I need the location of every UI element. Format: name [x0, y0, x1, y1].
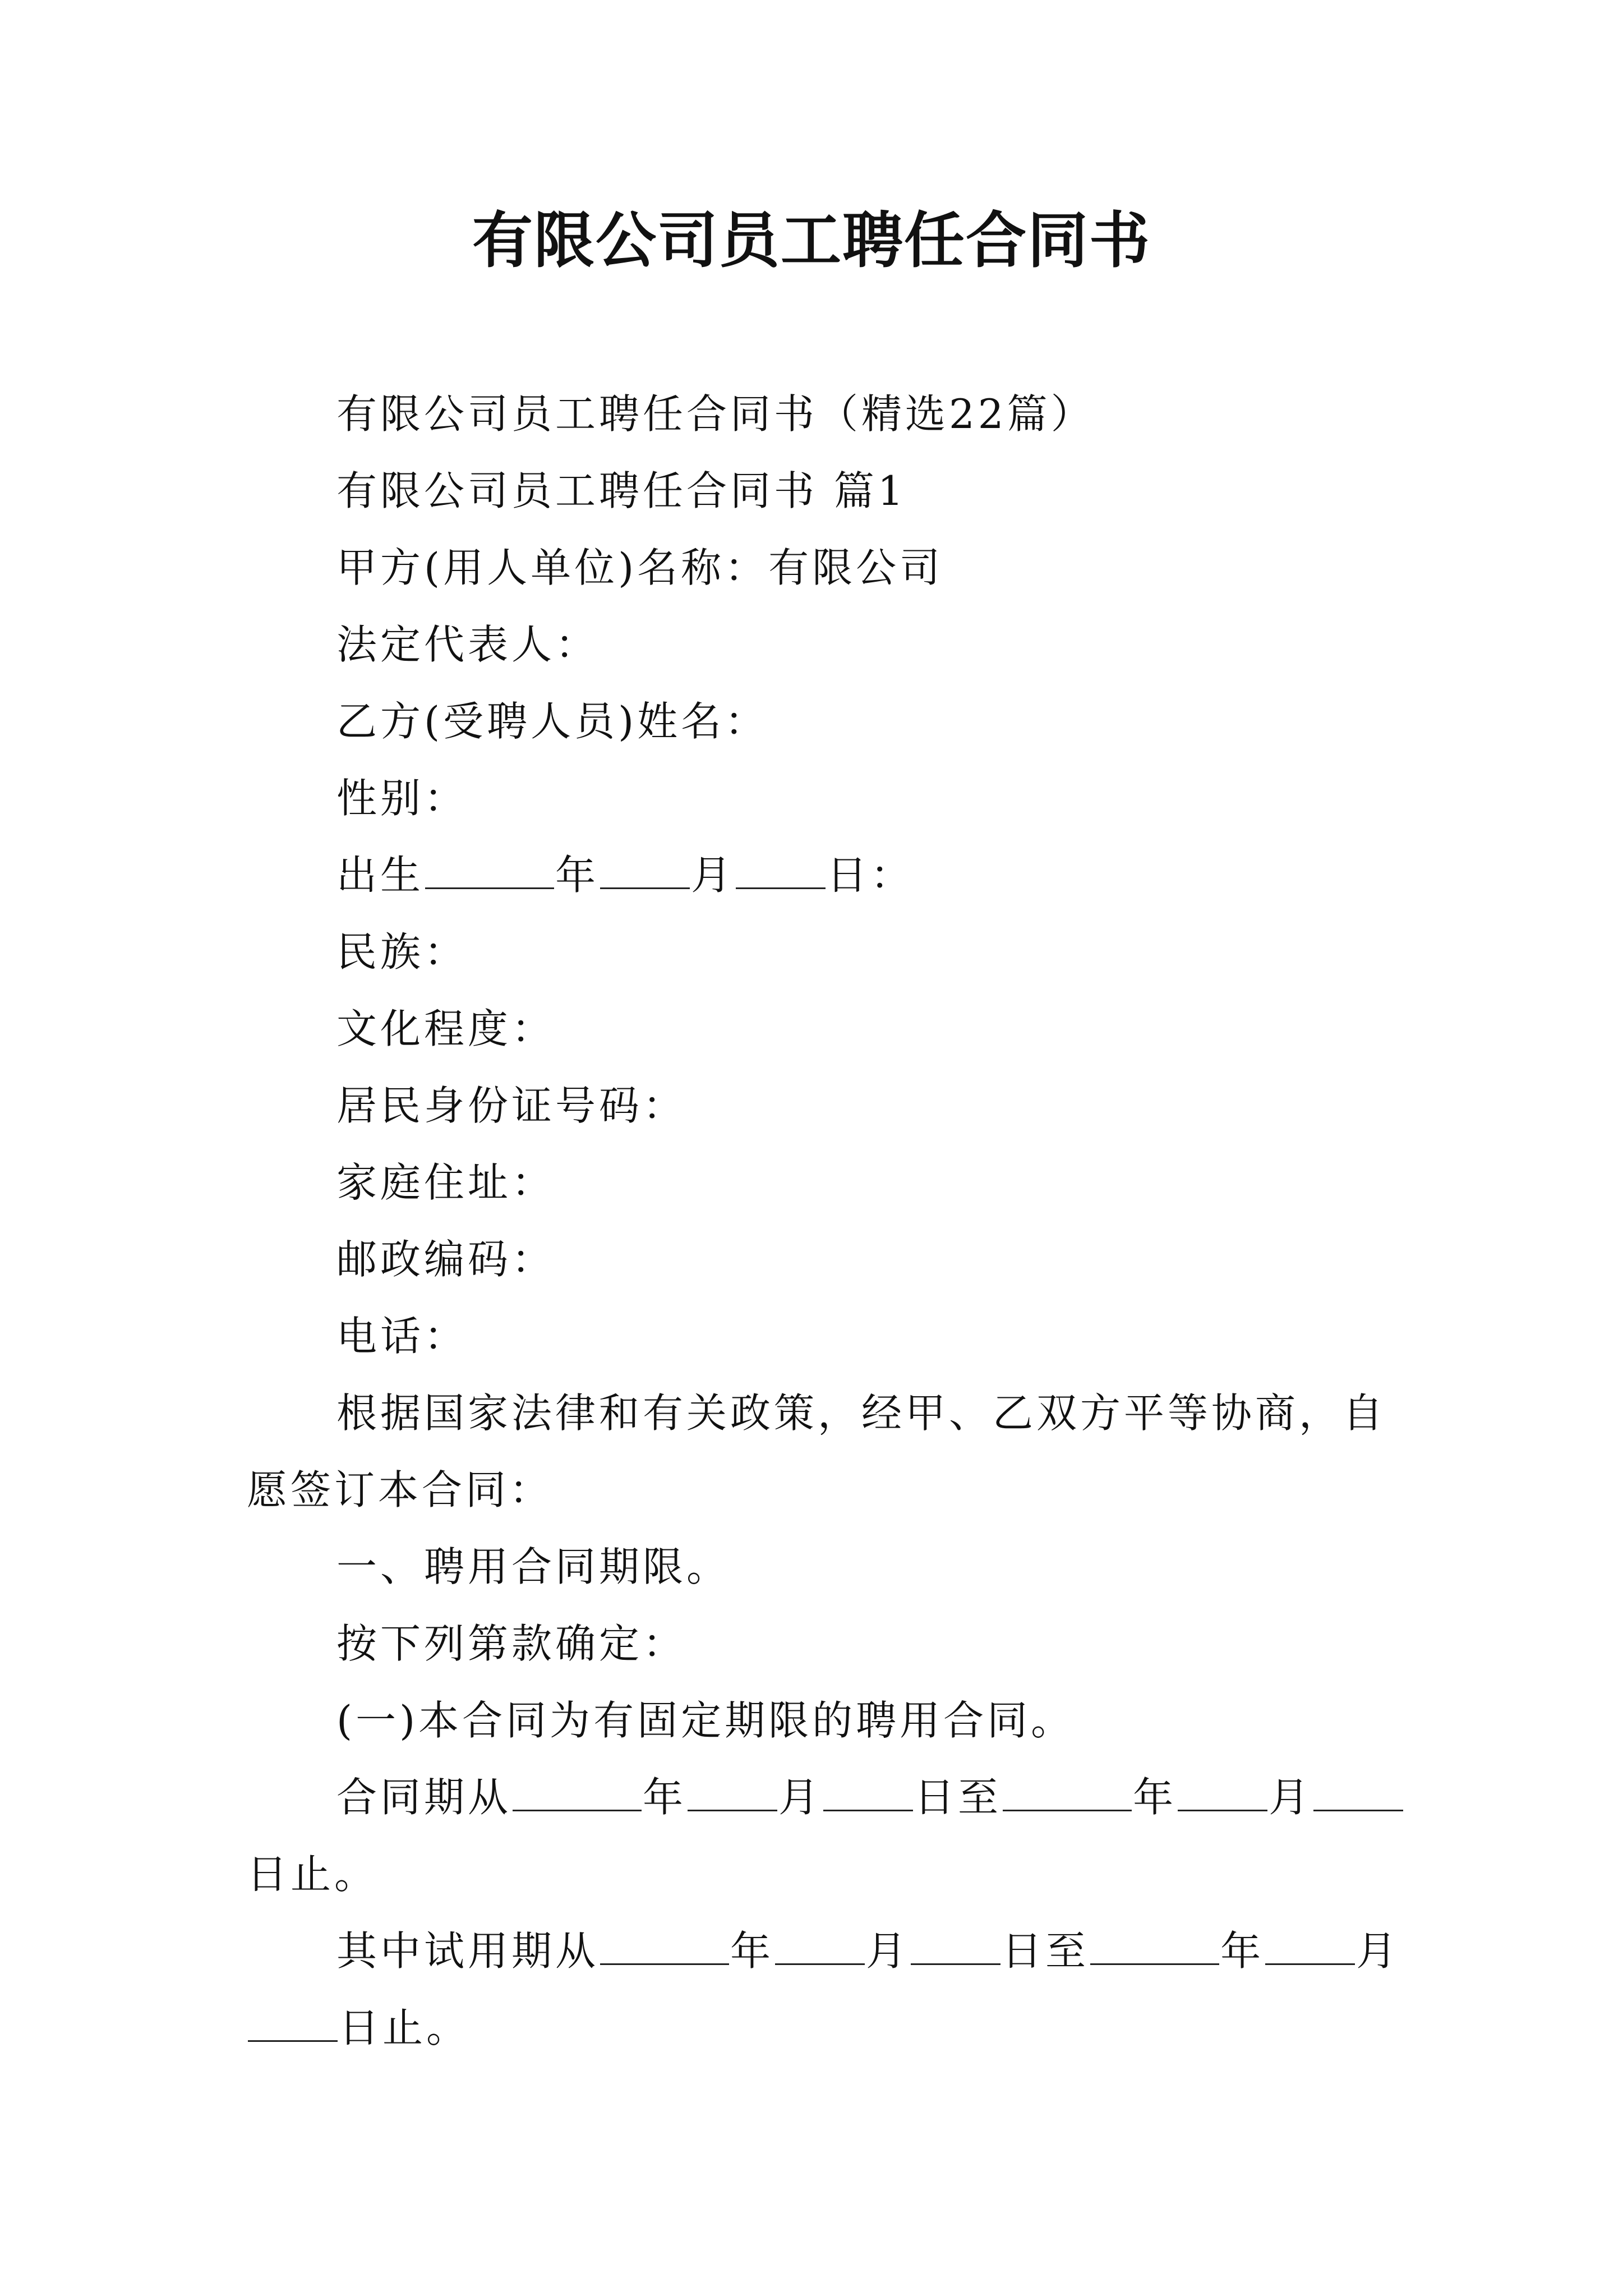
blank-line	[1003, 1776, 1132, 1811]
document-title: 有限公司员工聘任合同书	[472, 206, 1151, 276]
blank-line	[600, 1930, 729, 1965]
blank-line	[425, 854, 554, 889]
probation-label: 其中试用期从	[336, 1927, 600, 1975]
agreement-paragraph-line-2: 愿签订本合同：	[247, 1466, 554, 1513]
postal-code-field: 邮政编码：	[336, 1236, 556, 1283]
chapter-heading: 有限公司员工聘任合同书 篇1	[336, 467, 907, 514]
clause-text: (一)本合同为有固定期限的聘用合同。	[336, 1697, 1075, 1744]
blank-line	[600, 854, 690, 889]
month-label: 月	[866, 1927, 910, 1975]
subtitle-line: 有限公司员工聘任合同书（精选22篇）	[336, 390, 1095, 438]
probation-period-line-2	[247, 1990, 1391, 2067]
blank-line	[775, 1930, 865, 1965]
period-label: 合同期从	[336, 1774, 512, 1821]
gender-field: 性别：	[336, 775, 468, 822]
blank-line	[1178, 1776, 1267, 1811]
contract-period-line-1	[247, 1759, 1391, 1836]
year-label: 年	[555, 852, 600, 899]
month-label: 月	[691, 852, 735, 899]
month-label: 月	[1269, 1774, 1313, 1821]
legal-representative: 法定代表人：	[336, 621, 600, 668]
blank-line	[248, 2007, 338, 2042]
agreement-paragraph-line-1: 根据国家法律和有关政策，经甲、乙双方平等协商，自	[336, 1389, 1387, 1437]
day-to-label: 日至	[1002, 1927, 1090, 1975]
day-end-label: 日止。	[339, 2004, 471, 2051]
party-b-name: 乙方(受聘人员)姓名：	[336, 698, 769, 745]
clause-text: 按下列第款确定：	[336, 1620, 687, 1667]
day-to-label: 日至	[914, 1774, 1002, 1821]
document-body	[247, 376, 1400, 2067]
blank-line	[513, 1776, 642, 1811]
year-label: 年	[1220, 1927, 1265, 1975]
section-heading: 一、聘用合同期限。	[336, 1543, 731, 1590]
birth-date-field	[247, 837, 1391, 914]
year-label: 年	[643, 1774, 687, 1821]
blank-line	[1313, 1776, 1403, 1811]
blank-line	[823, 1776, 913, 1811]
probation-period-line-1	[247, 1913, 1400, 1990]
contract-period-line-2: 日止。	[247, 1851, 379, 1898]
year-label: 年	[730, 1927, 774, 1975]
day-label: 日：	[827, 852, 915, 899]
party-a-name: 甲方(用人单位)名称：有限公司	[336, 544, 944, 591]
education-field: 文化程度：	[336, 1005, 556, 1052]
blank-line	[911, 1930, 1000, 1965]
birth-label: 出生	[336, 852, 425, 899]
month-label: 月	[778, 1774, 823, 1821]
blank-line	[1265, 1930, 1355, 1965]
month-label: 月	[1356, 1927, 1400, 1975]
blank-line	[688, 1776, 777, 1811]
year-label: 年	[1133, 1774, 1177, 1821]
blank-line	[1090, 1930, 1219, 1965]
blank-line	[736, 854, 826, 889]
ethnicity-field: 民族：	[336, 928, 468, 976]
phone-field: 电话：	[336, 1313, 468, 1360]
id-number-field: 居民身份证号码：	[336, 1082, 687, 1129]
home-address-field: 家庭住址：	[336, 1159, 556, 1206]
